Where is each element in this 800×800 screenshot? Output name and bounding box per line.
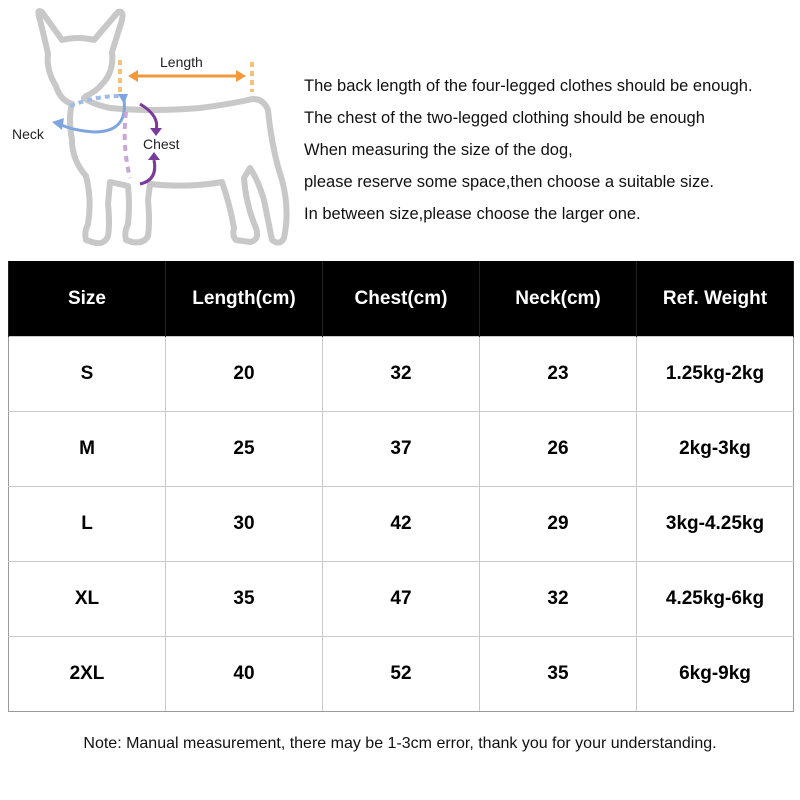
size-cell: L xyxy=(9,487,166,562)
neck-cell: 32 xyxy=(480,562,637,637)
header-weight: Ref. Weight xyxy=(637,261,794,337)
neck-cell: 26 xyxy=(480,412,637,487)
size-cell: XL xyxy=(9,562,166,637)
weight-cell: 3kg-4.25kg xyxy=(637,487,794,562)
table-row xyxy=(9,487,794,562)
instruction-line: The chest of the two-legged clothing should be enough xyxy=(304,109,705,127)
length-label: Length xyxy=(160,54,203,70)
neck-cell: 29 xyxy=(480,487,637,562)
header-length: Length(cm) xyxy=(166,261,323,337)
length-cell: 30 xyxy=(166,487,323,562)
size-cell: S xyxy=(9,337,166,412)
table-row xyxy=(9,562,794,637)
neck-cell: 35 xyxy=(480,637,637,712)
chest-cell: 37 xyxy=(323,412,480,487)
instruction-line: please reserve some space,then choose a suitable size. xyxy=(304,173,714,191)
table-row xyxy=(9,412,794,487)
chest-label: Chest xyxy=(143,136,180,152)
instruction-line: When measuring the size of the dog, xyxy=(304,141,573,159)
length-cell: 35 xyxy=(166,562,323,637)
measurement-note: Note: Manual measurement, there may be 1-3cm error, thank you for your understanding. xyxy=(83,735,717,752)
chest-cell: 42 xyxy=(323,487,480,562)
size-cell: M xyxy=(9,412,166,487)
size-chart-table xyxy=(8,261,794,712)
length-cell: 40 xyxy=(166,637,323,712)
chest-cell: 32 xyxy=(323,337,480,412)
neck-cell: 23 xyxy=(480,337,637,412)
length-cell: 25 xyxy=(166,412,323,487)
instruction-line: In between size,please choose the larger one. xyxy=(304,205,641,223)
chest-arrow-bottom xyxy=(140,160,155,184)
table-body xyxy=(9,337,794,712)
weight-cell: 1.25kg-2kg xyxy=(637,337,794,412)
dog-outline-icon xyxy=(0,0,300,255)
length-cell: 20 xyxy=(166,337,323,412)
header-chest: Chest(cm) xyxy=(323,261,480,337)
chest-cell: 47 xyxy=(323,562,480,637)
table-row xyxy=(9,337,794,412)
size-cell: 2XL xyxy=(9,637,166,712)
instruction-line: The back length of the four-legged clothes should be enough. xyxy=(304,77,753,95)
measurement-instructions xyxy=(304,70,800,230)
weight-cell: 6kg-9kg xyxy=(637,637,794,712)
weight-cell: 2kg-3kg xyxy=(637,412,794,487)
table-row xyxy=(9,637,794,712)
weight-cell: 4.25kg-6kg xyxy=(637,562,794,637)
dog-measurement-diagram xyxy=(0,0,300,255)
header-size: Size xyxy=(9,261,166,337)
chest-cell: 52 xyxy=(323,637,480,712)
header-neck: Neck(cm) xyxy=(480,261,637,337)
neck-label: Neck xyxy=(12,126,44,142)
table-header xyxy=(9,261,794,337)
dog-body-outline xyxy=(38,11,286,243)
header-row xyxy=(9,261,794,337)
